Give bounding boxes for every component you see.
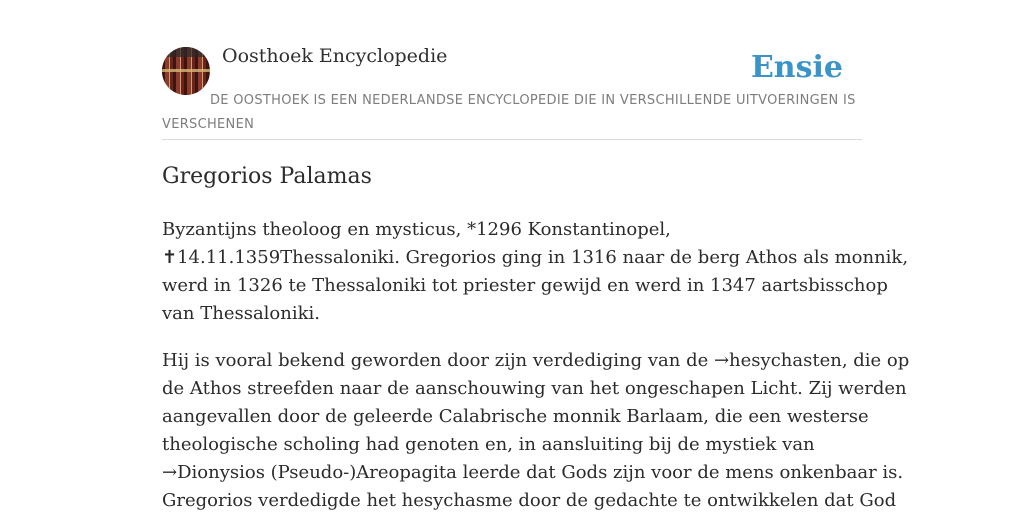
article-paragraph — [162, 347, 910, 512]
paragraph-line: Byzantijns theoloog en mysticus, *1296 Konstantinopel, — [162, 219, 671, 240]
paragraph-line: Hij is vooral bekend geworden door zijn verdediging van de →hesychasten, die op — [162, 350, 910, 371]
paragraph-line: de Athos streefden naar de aanschouwing van het ongeschapen Licht. Zij werden — [162, 378, 907, 399]
page — [162, 0, 910, 511]
article-body — [162, 216, 910, 512]
paragraph-line: van Thessaloniki. — [162, 303, 321, 324]
paragraph-line: theologische scholing had genoten en, in aansluiting bij de mystiek van — [162, 434, 815, 455]
paragraph-line: aangevallen door de geleerde Calabrische monnik Barlaam, die een westerse — [162, 406, 869, 427]
paragraph-line: ✝14.11.1359Thessaloniki. Gregorios ging in 1316 naar de berg Athos als monnik, — [162, 247, 909, 268]
paragraph-line: →Dionysios (Pseudo-)Areopagita leerde dat Gods zijn voor de mens onkenbaar is. — [162, 462, 904, 483]
site-avatar[interactable] — [162, 47, 210, 95]
paragraph-line: werd in 1326 te Thessaloniki tot priester gewijd en werd in 1347 aartsbisschop — [162, 275, 888, 296]
site-name-link[interactable]: Oosthoek Encyclopedie — [222, 45, 448, 67]
site-tagline: DE OOSTHOEK IS EEN NEDERLANDSE ENCYCLOPEDIE DIE IN VERSCHILLENDE UITVOERINGEN IS VERSCHENEN — [162, 93, 856, 132]
site-header — [162, 0, 862, 140]
article-paragraph — [162, 216, 909, 328]
brand-logo-link[interactable]: Ensie — [750, 50, 843, 85]
article-title: Gregorios Palamas — [162, 164, 372, 189]
header-divider — [162, 139, 862, 140]
paragraph-line: Gregorios verdedigde het hesychasme door de gedachte te ontwikkelen dat God — [162, 490, 897, 511]
